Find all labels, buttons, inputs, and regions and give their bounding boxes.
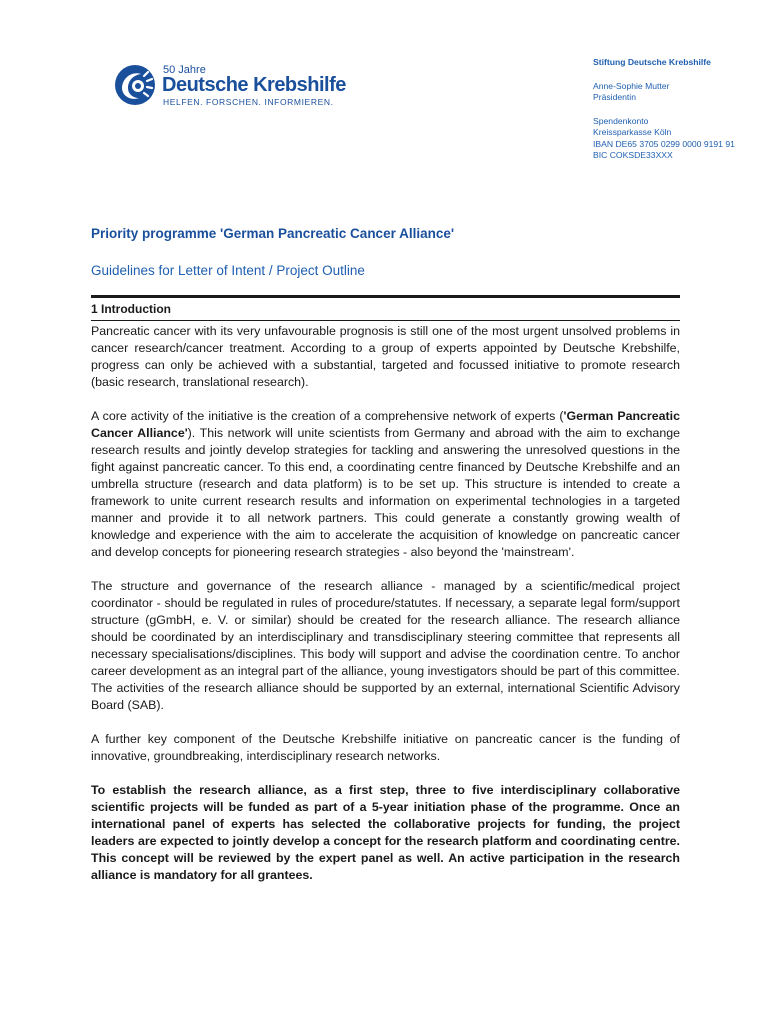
sender-block [593, 57, 763, 162]
sender-org: Stiftung Deutsche Krebshilfe [593, 57, 711, 67]
sender-person: Anne-Sophie Mutter [593, 80, 670, 91]
paragraph-4: A further key component of the Deutsche Krebshilfe initiative on pancreatic cancer is the funding of innovative, groundbreaking, interdisciplinary research networks. [91, 732, 680, 763]
logo [114, 62, 354, 110]
alliance-name: 'German Pancreatic Cancer Alliance' [91, 409, 680, 440]
section-rule-top [91, 295, 680, 298]
paragraph-1: Pancreatic cancer with its very unfavourable prognosis is still one of the most urgent unsolved problems in cancer research/cancer treatment. According to a group of experts appointed by Deutsche Krebshilfe, progress can only be achieved with a substantial, targeted and focussed initiative to promote research (basic research, translational research). [91, 324, 680, 389]
logo-brand: Deutsche Krebshilfe [162, 74, 346, 96]
logo-years: 50 Jahre [163, 64, 206, 76]
section-title: 1 Introduction [91, 302, 171, 316]
sender-role: Präsidentin [593, 92, 636, 102]
sender-iban: IBAN DE65 3705 0299 0000 9191 91 [593, 138, 735, 149]
paragraph-5: To establish the research alliance, as a first step, three to five interdisciplinary collaborative scientific projects will be funded as part of a 5-year initiation phase of the programme. Once an international panel of experts has selected the collaborative projects for funding, the project leaders are expected to jointly develop a concept for the research platform and coordinating centre. This concept will be reviewed by the expert panel as well. An active participation in the research alliance is mandatory for all grantees. [91, 783, 680, 882]
document-title: Priority programme 'German Pancreatic Cancer Alliance' [91, 226, 455, 241]
paragraph-2-rest: ). This network will unite scientists from Germany and abroad with the aim to exchange research results and jointly develop strategies for tackling and answering the unresolved questions in the fight against pancreatic cancer. To this end, a coordinating centre financed by Deutsche Krebshilfe and an umbrella structure (research and data platform) is to be set up. This structure is intended to create a framework to unite current research results and information on experimental technologies in a targeted manner and provide it to all network partners. This could generate a constantly growing wealth of knowledge and experience with the aim to accelerate the acquisition of knowledge on pancreatic cancer and develop concepts for pioneering research strategies - also beyond the 'mainstream'. [91, 426, 680, 559]
sender-account-label: Spendenkonto [593, 115, 649, 126]
section-rule-bottom [91, 320, 680, 321]
sender-bic: BIC COKSDE33XXX [593, 150, 673, 160]
paragraph-3: The structure and governance of the research alliance - managed by a scientific/medical project coordinator - should be regulated in rules of procedure/statutes. If necessary, a separate legal form/support structure (gGmbH, e. V. or similar) should be created for the research alliance. The research alliance should be coordinated by an interdisciplinary and transdisciplinary steering committee that represents all necessary specialisations/disciplines. This body will support and advise the coordination centre. To anchor career development as an integral part of the alliance, young investigators should be part of this committee. The activities of the research alliance should be supported by an external, international Scientific Advisory Board (SAB). [91, 579, 680, 712]
document-body [91, 323, 680, 901]
paragraph-2 [91, 408, 680, 561]
document-subtitle: Guidelines for Letter of Intent / Project Outline [91, 263, 365, 278]
krebshilfe-logo-icon [114, 64, 156, 106]
logo-claim: HELFEN. FORSCHEN. INFORMIEREN. [163, 97, 334, 107]
paragraph-2-start: A core activity of the initiative is the creation of a comprehensive network of experts ( [91, 409, 564, 423]
sender-bank: Kreissparkasse Köln [593, 127, 672, 137]
